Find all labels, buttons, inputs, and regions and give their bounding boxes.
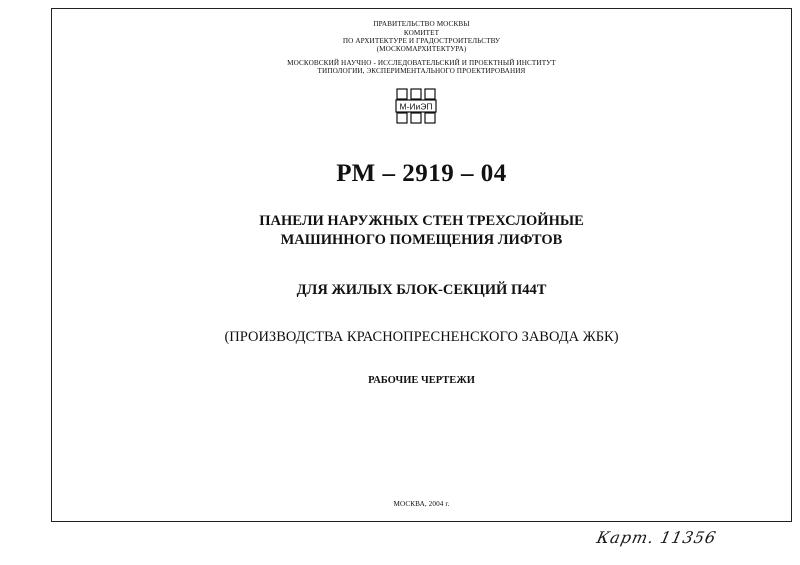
document-title-line-2: МАШИННОГО ПОМЕЩЕНИЯ ЛИФТОВ <box>280 232 563 248</box>
page-border-frame <box>51 8 792 522</box>
institute-line-2: ТИПОЛОГИИ, ЭКСПЕРИМЕНТАЛЬНОГО ПРОЕКТИРОВАНИЯ <box>317 67 526 75</box>
document-subtitle: ДЛЯ ЖИЛЫХ БЛОК-СЕКЦИЙ П44Т <box>296 282 547 298</box>
org-line-architecture: ПО АРХИТЕКТУРЕ И ГРАДОСТРОИТЕЛЬСТВУ <box>342 37 501 45</box>
document-type: РАБОЧИЕ ЧЕРТЕЖИ <box>368 375 475 386</box>
org-line-committee: КОМИТЕТ <box>403 29 440 37</box>
institute-logo-icon <box>395 87 437 125</box>
document-title-line-1: ПАНЕЛИ НАРУЖНЫХ СТЕН ТРЕХСЛОЙНЫЕ <box>259 213 584 229</box>
handwritten-archive-note: Карт. 11356 <box>594 528 719 547</box>
place-and-year: МОСКВА, 2004 г. <box>393 500 450 508</box>
org-line-abbreviation: (МОСКОМАРХИТЕКТУРА) <box>376 45 467 53</box>
org-line-government: ПРАВИТЕЛЬСТВО МОСКВЫ <box>373 20 470 28</box>
institute-line-1: МОСКОВСКИЙ НАУЧНО - ИССЛЕДОВАТЕЛЬСКИЙ И ПРОЕКТНЫЙ ИНСТИТУТ <box>287 59 556 67</box>
manufacturer-note: (ПРОИЗВОДСТВА КРАСНОПРЕСНЕНСКОГО ЗАВОДА ЖБК) <box>224 329 619 345</box>
logo-text: М-ИиЭП <box>399 101 433 112</box>
document-code: РМ – 2919 – 04 <box>336 160 507 187</box>
